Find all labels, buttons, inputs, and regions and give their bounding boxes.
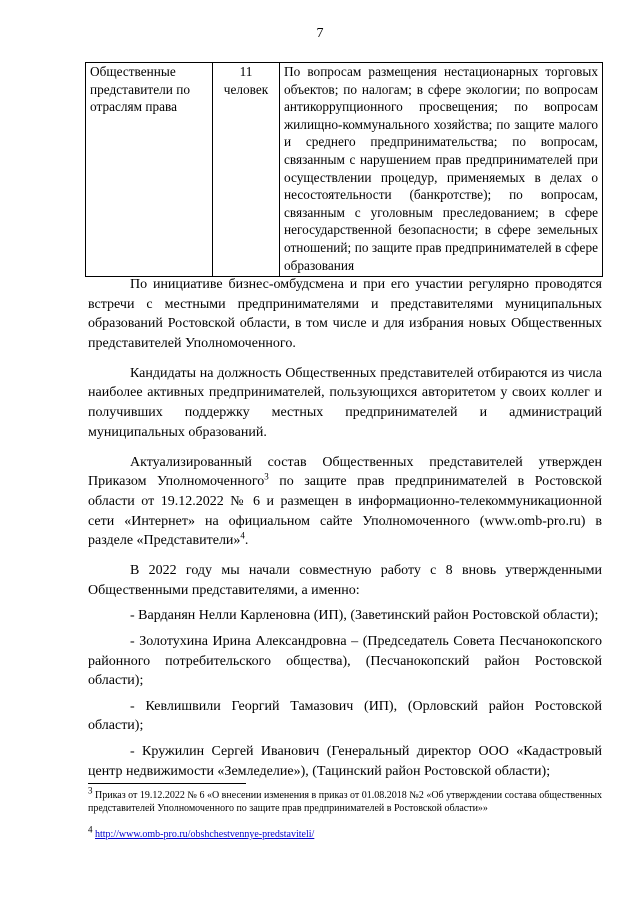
footnote-mark: 4 <box>88 824 93 835</box>
body-text <box>88 275 602 787</box>
footnote-text: Приказ от 19.12.2022 № 6 «О внесении изменения в приказ от 01.08.2018 №2 «Об утверждении состава общественных представителей Уполномоченного по защите прав предпринимателей в Ростовской области»» <box>88 790 602 814</box>
footnote-mark: 3 <box>88 785 93 796</box>
list-item: - Варданян Нелли Карленовна (ИП), (Заветинский район Ростовской области); <box>130 608 599 624</box>
list-item: - Кевлишвили Георгий Тамазович (ИП), (Орловский район Ростовской области); <box>88 698 602 734</box>
list-item: - Золотухина Ирина Александровна – (Председатель Совета Песчанокопского районного потребительского общества), (Песчанокопский район Ростовской области); <box>88 634 602 689</box>
paragraph-text: Актуализированный состав Общественных представителей утвержден Приказом Уполномоченного <box>88 454 602 490</box>
footnote-divider <box>88 783 246 784</box>
representative-category-cell: Общественные представители по отраслям права <box>86 63 213 277</box>
paragraph-text: . <box>244 533 249 549</box>
paragraph-text: по защите прав предпринимателей в Ростовской области от 19.12.2022 № 6 и размещен в информационно-телекоммуникационной сети «Интернет» на официальном сайте Уполномоченного (www.omb-pro.ru) в разделе «Представители» <box>88 474 603 549</box>
paragraph-candidates: Кандидаты на должность Общественных представителей отбираются из числа наиболее активных предпринимателей, пользующихся авторитетом у своих коллег и получивших поддержку местных предпринимателей и администраций муниципальных образований. <box>88 365 602 440</box>
paragraph-new-representatives: В 2022 году мы начали совместную работу с 8 вновь утвержденными Общественными представителями, а именно: <box>88 563 602 598</box>
footnote-link[interactable]: http://www.omb-pro.ru/obshchestvennye-predstaviteli/ <box>95 829 315 840</box>
footnote-4 <box>88 824 602 841</box>
representative-topics-cell: По вопросам размещения нестационарных торговых объектов; по налогам; в сфере экологии; по вопросам антикоррупционного просвещения; по вопросам жилищно-коммунального хозяйства; по защите малого и среднего предпринимательства; по вопросам, связанным с нарушением прав предпринимателей при осуществлении процедур, применяемых в делах о несостоятельности (банкротстве); по вопросам, связанным с уголовным преследованием; в сфере негосударственной безопасности; в сфере земельных отношений; по защите прав предпринимателей в сфере образования <box>280 63 603 277</box>
footnotes <box>88 785 602 854</box>
table-row <box>86 63 603 277</box>
representatives-table <box>85 62 603 277</box>
representative-count-cell: 11 человек <box>213 63 280 277</box>
footnote-ref-4[interactable]: 4 <box>240 530 245 541</box>
footnote-3 <box>88 785 602 815</box>
paragraph-updated-composition <box>88 453 602 551</box>
page-number: 7 <box>316 26 324 41</box>
paragraph-meetings: По инициативе бизнес-омбудсмена и при его участии регулярно проводятся встречи с местными предпринимателями и представителями муниципальных образований Ростовской области, в том числе и для избрания новых Общественных представителей Уполномоченного. <box>88 277 602 351</box>
footnote-ref-3[interactable]: 3 <box>264 471 269 482</box>
list-item: - Кружилин Сергей Иванович (Генеральный директор ООО «Кадастровый центр недвижимости «Земледелие»), (Тацинский район Ростовской области); <box>88 743 602 779</box>
